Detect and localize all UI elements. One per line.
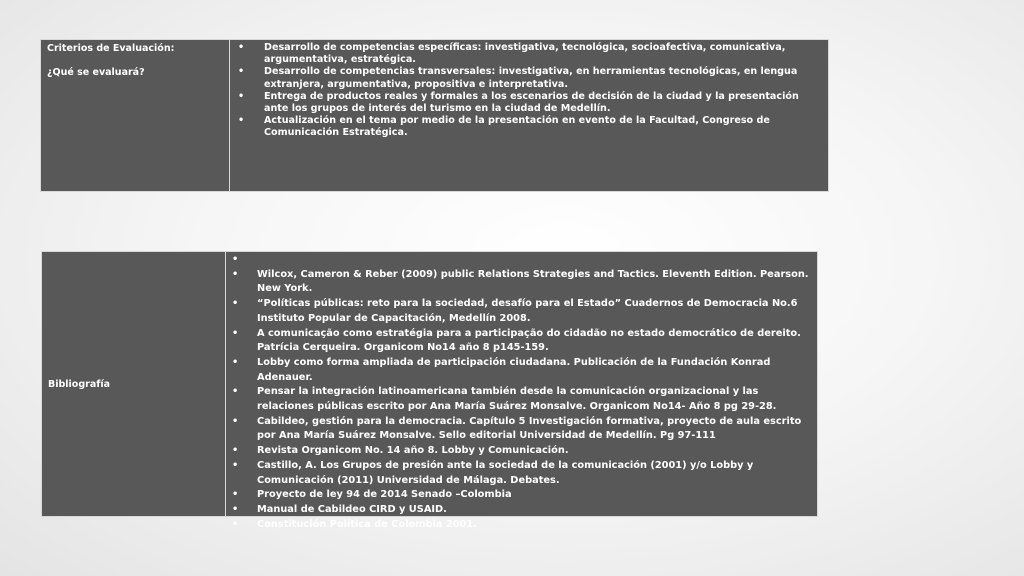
list-item bbox=[230, 444, 813, 459]
list-item bbox=[230, 268, 813, 297]
list-item-text: A comunicação como estratégia para a participação do cidadão no estado democrático de dereito. Patrícia Cerqueira. Organicom No14 año 8 p145-159. bbox=[257, 327, 801, 354]
bullet-icon: • bbox=[238, 42, 245, 53]
list-item bbox=[234, 115, 824, 139]
list-item-text: Actualización en el tema por medio de la presentación en evento de la Facultad, Congreso de Comunicación Estratégica. bbox=[264, 115, 770, 139]
bibliography-list bbox=[230, 253, 813, 532]
list-item-text: Lobby como forma ampliada de participación ciudadana. Publicación de la Fundación Konrad Adenauer. bbox=[257, 356, 771, 383]
bullet-icon: • bbox=[232, 268, 239, 280]
bibliography-label: Bibliografía bbox=[48, 378, 111, 390]
list-item bbox=[230, 297, 813, 326]
list-item bbox=[234, 42, 824, 66]
evaluation-question-label: ¿Qué se evaluará? bbox=[47, 67, 145, 78]
list-item bbox=[234, 91, 824, 115]
list-item-text: Entrega de productos reales y formales a los escenarios de decisión de la ciudad y la presentación ante los grupos de interés del turismo en la ciudad de Medellín. bbox=[264, 90, 799, 115]
list-item bbox=[230, 356, 813, 385]
bullet-icon: • bbox=[232, 386, 239, 398]
list-item bbox=[230, 503, 813, 518]
list-item bbox=[230, 518, 813, 533]
bibliography-label-cell bbox=[42, 252, 226, 516]
bullet-icon: • bbox=[232, 298, 239, 310]
bullet-icon: • bbox=[232, 445, 239, 457]
list-item-text: Proyecto de ley 94 de 2014 Senado –Colombia bbox=[257, 489, 512, 501]
evaluation-criteria-label: Criterios de Evaluación: bbox=[47, 43, 175, 54]
list-item-text: Desarrollo de competencias específicas: investigativa, tecnológica, socioafectiva, comunicativa, argumentativa, estratégica. bbox=[264, 42, 786, 66]
list-item-text: Pensar la integración latinoamericana también desde la comunicación organizacional y las relaciones públicas escrito por Ana María Suárez Monsalve. Organicom No14- Año 8 pg 29-28. bbox=[257, 386, 777, 413]
list-item bbox=[230, 459, 813, 488]
list-item bbox=[230, 327, 813, 356]
list-item bbox=[230, 253, 813, 268]
evaluation-list bbox=[234, 42, 824, 140]
bullet-icon: • bbox=[232, 356, 239, 368]
evaluation-criteria-table bbox=[40, 39, 829, 192]
bullet-icon: • bbox=[232, 489, 239, 501]
list-item bbox=[234, 66, 824, 90]
bullet-icon: • bbox=[238, 90, 245, 102]
bullet-icon: • bbox=[232, 518, 239, 530]
bullet-icon: • bbox=[238, 66, 245, 78]
list-item-text: Castillo, A. Los Grupos de presión ante la sociedad de la comunicación (2001) y/o Lobby y Comunicación (2011) Universidad de Málaga. Debates. bbox=[257, 459, 754, 486]
bullet-icon: • bbox=[232, 327, 239, 339]
list-item-text: “Políticas públicas: reto para la sociedad, desafío para el Estado” Cuadernos de Democracia No.6 Instituto Popular de Capacitación, Medellín 2008. bbox=[257, 298, 798, 324]
list-item bbox=[230, 385, 813, 414]
bullet-icon: • bbox=[232, 415, 239, 427]
list-item bbox=[230, 488, 813, 503]
bullet-icon: • bbox=[232, 459, 239, 471]
evaluation-label-cell bbox=[41, 40, 230, 191]
list-item-text: Cabildeo, gestión para la democracia. Capítulo 5 Investigación formativa, proyecto de aula escrito por Ana María Suárez Monsalve. Sello editorial Universidad de Medellín. Pg 97-111 bbox=[257, 415, 802, 442]
list-item-text: Revista Organicom No. 14 año 8. Lobby y Comunicación. bbox=[257, 445, 569, 457]
list-item-text: Desarrollo de competencias transversales: investigativa, en herramientas tecnológicas, en lengua extranjera, argumentativa, propositiva e interpretativa. bbox=[264, 66, 798, 90]
list-item-text: Manual de Cabildeo CIRD y USAID. bbox=[257, 503, 447, 515]
list-item bbox=[230, 415, 813, 444]
list-item-text: Wilcox, Cameron & Reber (2009) public Relations Strategies and Tactics. Eleventh Edition. Pearson. New York. bbox=[257, 268, 809, 295]
list-item-text: Constitución Política de Colombia 2001. bbox=[257, 518, 477, 530]
bibliography-content-cell bbox=[226, 252, 817, 530]
evaluation-content-cell bbox=[230, 40, 828, 191]
bullet-icon: • bbox=[232, 254, 239, 265]
bibliography-table bbox=[41, 251, 818, 530]
bullet-icon: • bbox=[232, 503, 239, 515]
bullet-icon: • bbox=[238, 115, 245, 127]
